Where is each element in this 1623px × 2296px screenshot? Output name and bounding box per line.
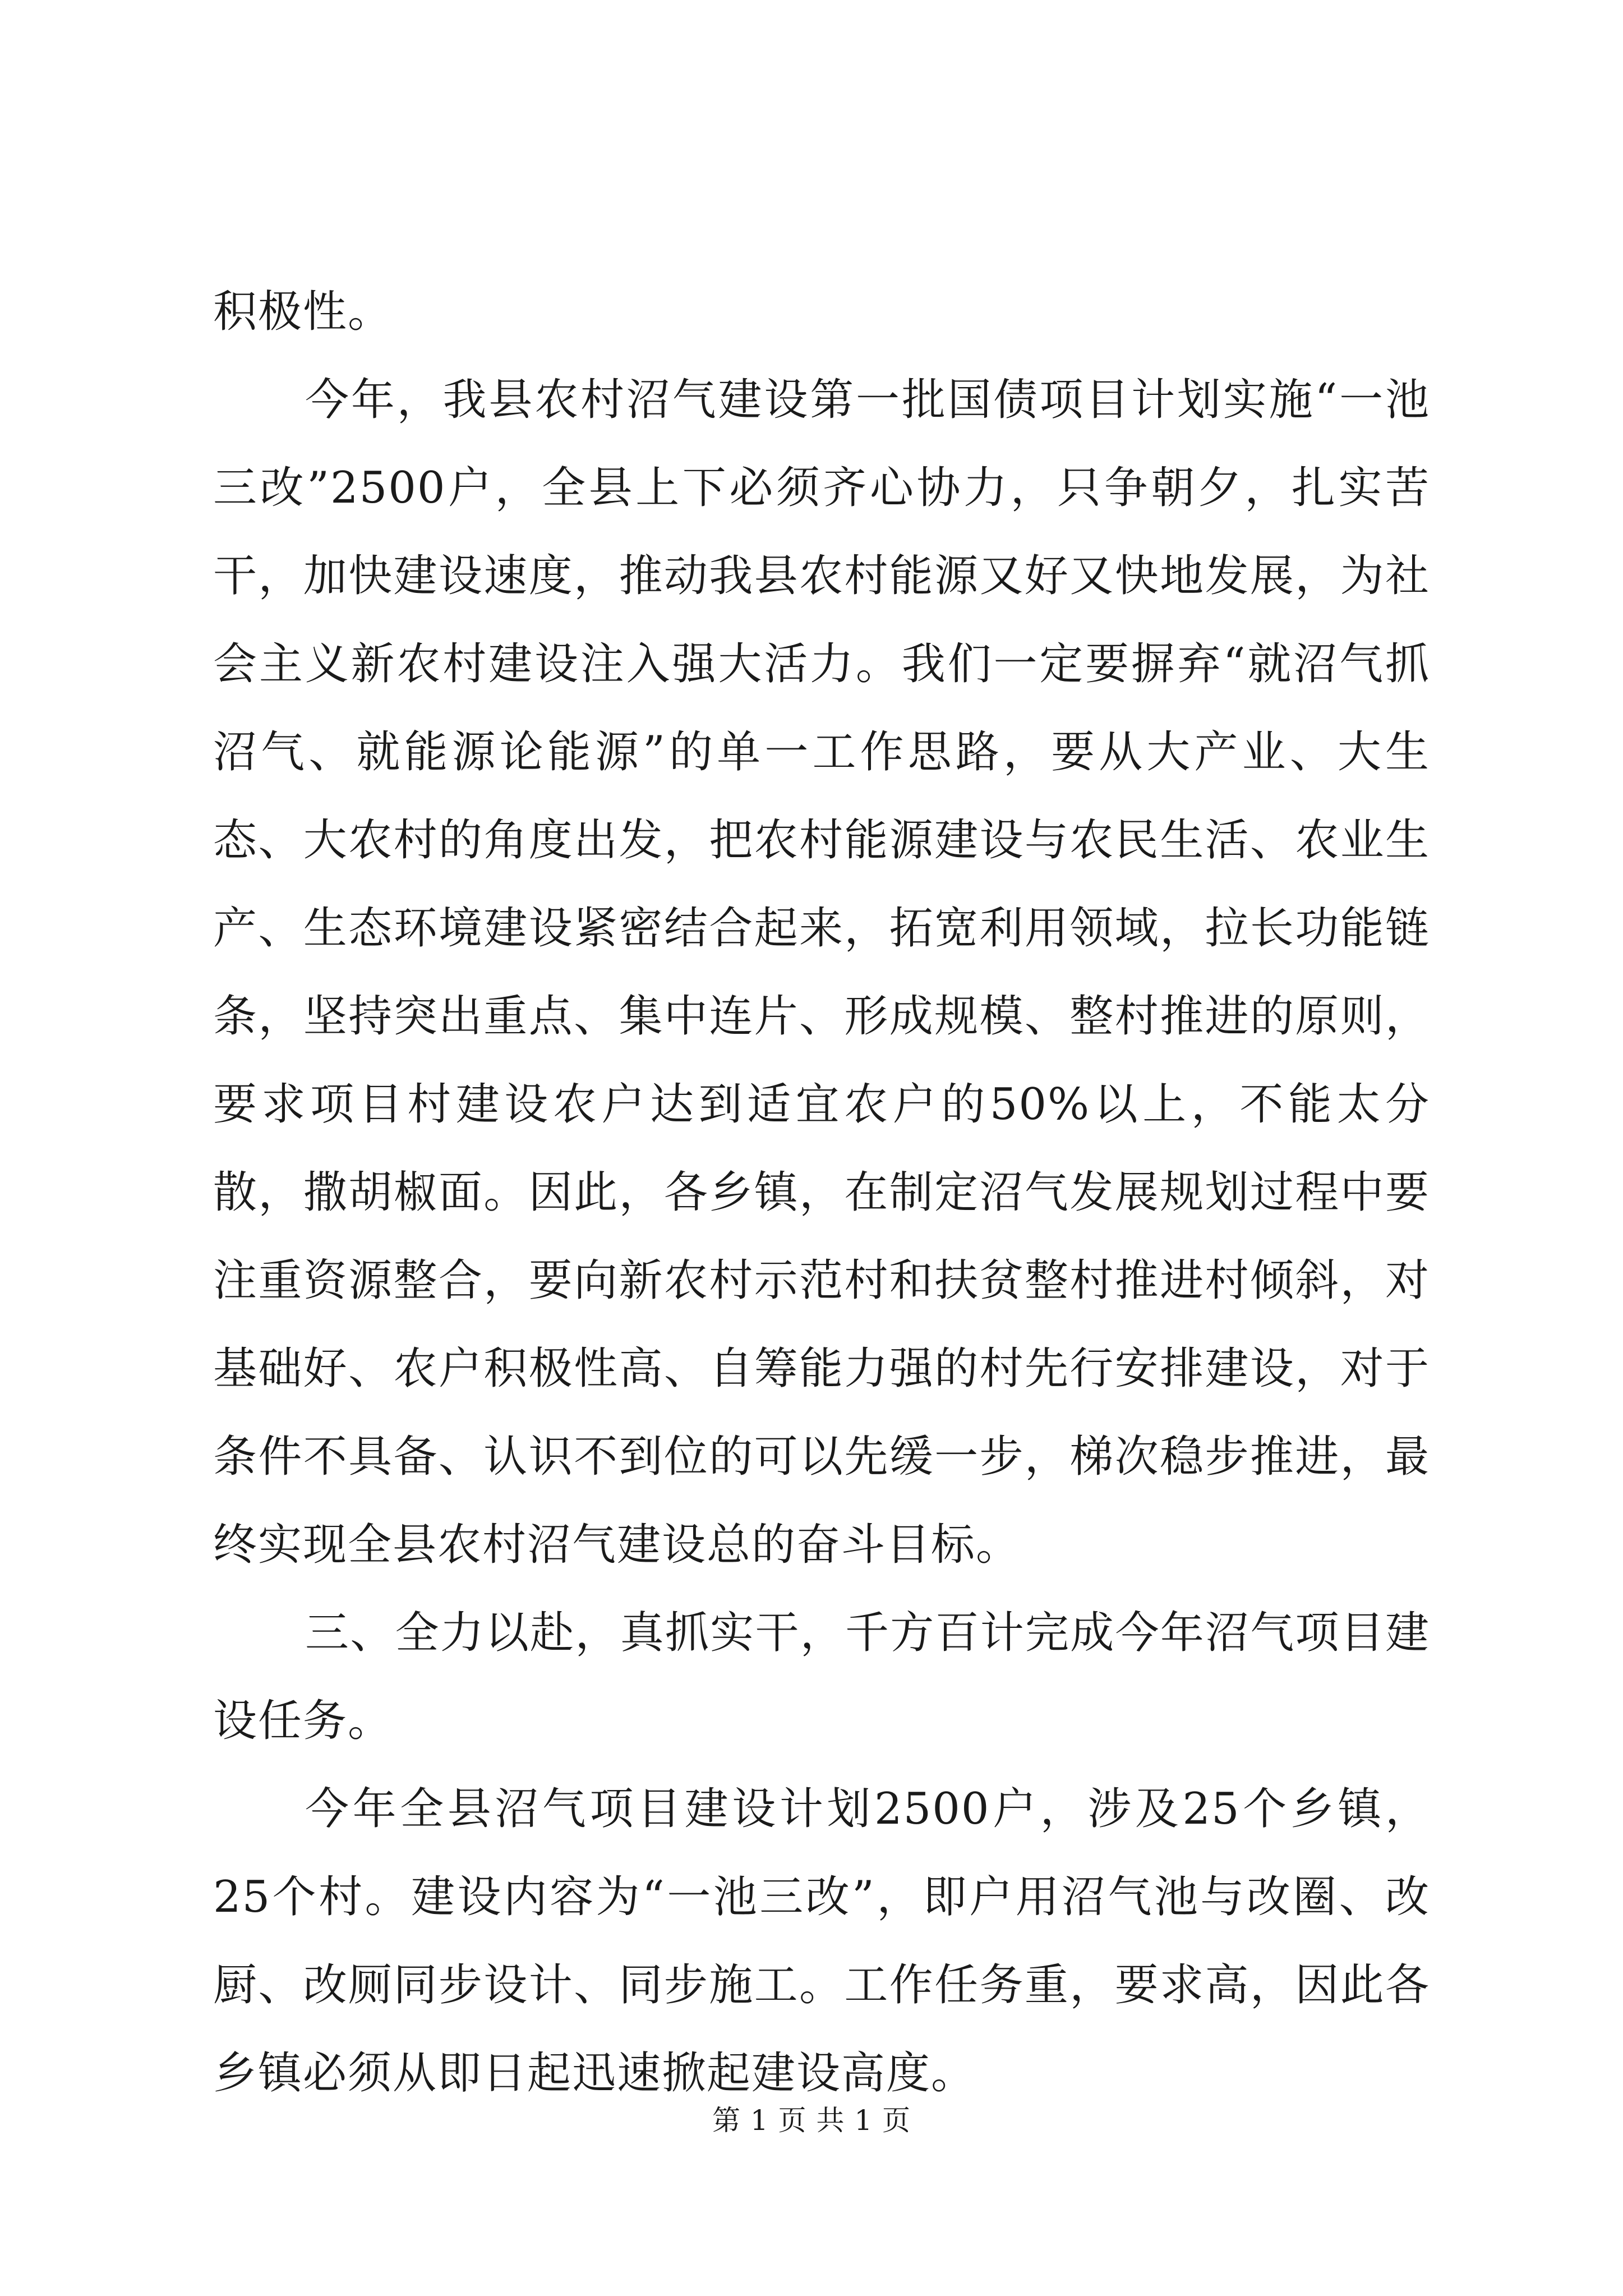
paragraph-biogas-plan: 今年，我县农村沼气建设第一批国债项目计划实施“一池三改”2500户，全县上下必须齐心协力，只争朝夕，扎实苦干，加快建设速度，推动我县农村能源又好又快地发展，为社会主义新农村建设注入强大活力。我们一定要摒弃“就沼气抓沼气、就能源论能源”的单一工作思路，要从大产业、大生态、大农村的角度出发，把农村能源建设与农民生活、农业生产、生态环境建设紧密结合起来，拓宽利用领域，拉长功能链条，坚持突出重点、集中连片、形成规模、整村推进的原则，要求项目村建设农户达到适宜农户的50%以上，不能太分散，撒胡椒面。因此，各乡镇，在制定沼气发展规划过程中要注重资源整合，要向新农村示范村和扶贫整村推进村倾斜，对基础好、农户积极性高、自筹能力强的村先行安排建设，对于条件不具备、认识不到位的可以先缓一步，梯次稳步推进，最终实现全县农村沼气建设总的奋斗目标。: [213, 375, 1430, 1570]
paragraph-continuation: 积极性。: [213, 287, 393, 337]
page-footer: 第 1 页 共 1 页: [712, 2104, 911, 2137]
document-body: [213, 268, 1430, 2118]
section-heading-three: 三、全力以赴，真抓实干，千方百计完成今年沼气项目建设任务。: [213, 1608, 1430, 1746]
paragraph-project-scope: 今年全县沼气项目建设计划2500户，涉及25个乡镇，25个村。建设内容为“一池三改”，即户用沼气池与改圈、改厨、改厕同步设计、同步施工。工作任务重，要求高，因此各乡镇必须从即日起迅速掀起建设高度。: [213, 1784, 1430, 2099]
